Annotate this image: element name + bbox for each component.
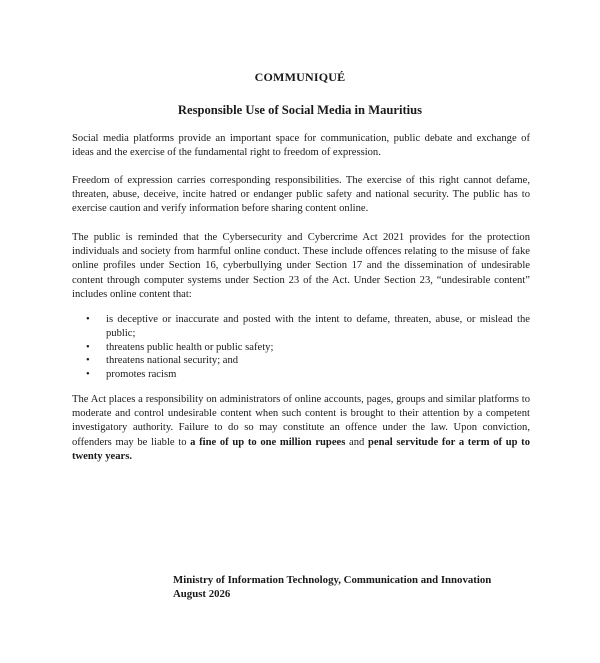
- document-title: Responsible Use of Social Media in Mauritius: [177, 103, 423, 117]
- list-item-text: is deceptive or inaccurate and posted with the intent to defame, threaten, abuse, or mislead the public;: [106, 314, 530, 339]
- bullet-icon: •: [86, 369, 90, 381]
- bullet-icon: •: [86, 341, 90, 353]
- list-item-text: threatens public health or public safety;: [106, 341, 274, 353]
- paragraph-intro: Social media platforms provide an important space for communication, public debate and exchange of ideas and the exercise of the fundamental right to freedom of expression.: [72, 133, 530, 159]
- servitude-emphasis: penal servitude for a term of up to twenty years.: [72, 436, 530, 462]
- penalties-text: The Act places a responsibility on administrators of online accounts, pages, groups and similar platforms to moderate and control undesirable content when such content is brought to their attention by a competent investigatory authority. Failure to do so may constitute an offence under the law. Upon conviction, offenders may be liable to: [72, 394, 530, 448]
- list-item: [72, 368, 530, 382]
- list-item: [72, 354, 530, 368]
- list-item-text: promotes racism: [106, 369, 177, 381]
- list-item: [72, 341, 530, 355]
- penalties-conjunction: and: [345, 436, 368, 448]
- fine-emphasis: a fine of up to one million rupees: [190, 436, 346, 448]
- list-item: [72, 313, 530, 341]
- signature-date: August 2026: [173, 588, 231, 600]
- document-label: COMMUNIQUÉ: [254, 70, 346, 84]
- paragraph-act-reminder: The public is reminded that the Cybersecurity and Cybercrime Act 2021 provides for the protection individuals and society from harmful online conduct. These include offences relating to the misuse of fake online profiles under Section 16, cyberbullying under Section 17 and the dissemination of undesirable content through computer systems under Section 23 of the Act. Under Section 23, “undesirable content” includes online content that:: [72, 232, 530, 300]
- bullet-icon: •: [86, 314, 90, 325]
- paragraph-responsibilities: Freedom of expression carries corresponding responsibilities. The exercise of this right cannot defame, threaten, abuse, deceive, incite hatred or endanger public safety and national security. The public has to exercise caution and verify information before sharing content online.: [72, 175, 530, 215]
- undesirable-content-list: [72, 313, 530, 382]
- bullet-icon: •: [86, 355, 90, 367]
- paragraph-penalties: [72, 393, 530, 464]
- list-item-text: threatens national security; and: [106, 355, 239, 367]
- signature-organization: Ministry of Information Technology, Communication and Innovation: [173, 574, 492, 586]
